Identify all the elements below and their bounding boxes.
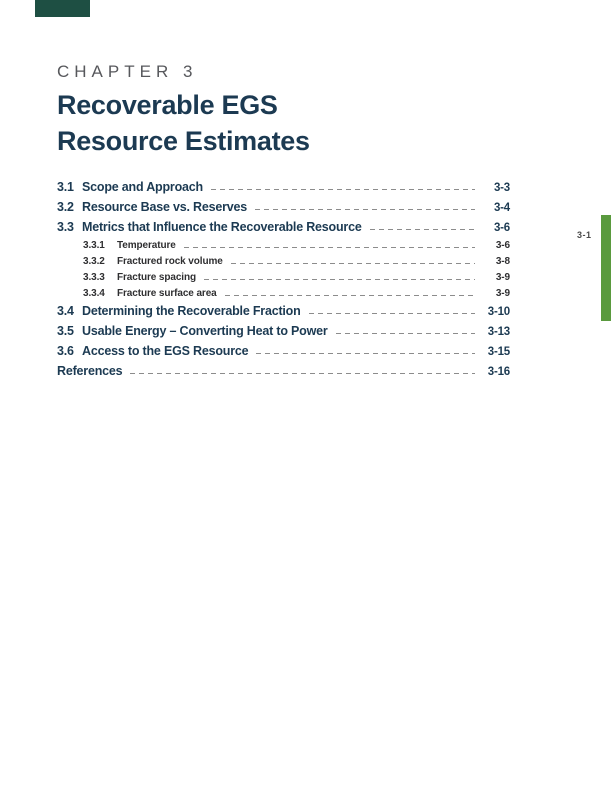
toc-entry-number: 3.5 — [57, 324, 74, 338]
toc-leader-dashes — [336, 333, 475, 334]
toc-entry[interactable] — [57, 218, 510, 238]
toc-entry-number: 3.3.1 — [83, 240, 105, 251]
toc-leader-dashes — [255, 209, 475, 210]
toc-entry-number: 3.1 — [57, 180, 74, 194]
toc-entry-page: 3-15 — [487, 346, 510, 358]
page-content — [57, 0, 510, 382]
toc-entry-page: 3-3 — [493, 182, 510, 194]
toc-entry-number: 3.2 — [57, 200, 74, 214]
toc-entry-label: Scope and Approach — [82, 180, 203, 194]
chapter-edge-tab — [601, 215, 611, 321]
toc-leader-dashes — [184, 247, 475, 248]
toc-entry-page: 3-10 — [487, 306, 510, 318]
toc-entry-label: Resource Base vs. Reserves — [82, 200, 248, 214]
toc-entry-label: Fracture spacing — [117, 272, 196, 283]
toc-entry-number: 3.3.3 — [83, 272, 105, 283]
toc-entry-number: 3.3 — [57, 220, 74, 234]
page-number-side-label: 3-1 — [577, 230, 592, 240]
toc-entry[interactable] — [57, 342, 510, 362]
toc-entry-label: Usable Energy – Converting Heat to Power — [82, 324, 328, 338]
toc-entry-number: 3.3.4 — [83, 288, 105, 299]
toc-entry-label: Temperature — [117, 240, 176, 251]
toc-entry[interactable] — [57, 270, 510, 286]
toc-entry[interactable] — [57, 362, 510, 382]
toc-entry-label: Metrics that Influence the Recoverable Resource — [82, 220, 362, 234]
chapter-title — [57, 87, 510, 159]
toc-entry[interactable] — [57, 198, 510, 218]
toc-entry-page: 3-6 — [493, 222, 510, 234]
toc-entry-number: 3.4 — [57, 304, 74, 318]
toc-leader-dashes — [225, 295, 475, 296]
toc-entry-page: 3-4 — [493, 202, 510, 214]
toc-leader-dashes — [309, 313, 475, 314]
toc-entry[interactable] — [57, 178, 510, 198]
toc-leader-dashes — [211, 189, 475, 190]
toc-entry[interactable] — [57, 238, 510, 254]
toc-list — [57, 178, 510, 382]
toc-leader-dashes — [370, 229, 475, 230]
toc-entry-page: 3-8 — [495, 256, 510, 267]
chapter-kicker: CHAPTER 3 — [57, 62, 198, 81]
toc-entry-label: Determining the Recoverable Fraction — [82, 304, 301, 318]
toc-entry[interactable] — [57, 254, 510, 270]
toc-entry-label: References — [57, 364, 123, 378]
toc-entry-page: 3-16 — [487, 366, 510, 378]
toc-entry-number: 3.6 — [57, 344, 74, 358]
toc-leader-dashes — [256, 353, 475, 354]
toc-entry-label: Fracture surface area — [117, 288, 217, 299]
toc-leader-dashes — [204, 279, 475, 280]
toc-entry-page: 3-13 — [487, 326, 510, 338]
toc-leader-dashes — [130, 373, 475, 374]
toc-entry[interactable] — [57, 322, 510, 342]
toc-entry-page: 3-9 — [495, 272, 510, 283]
toc-entry-page: 3-9 — [495, 288, 510, 299]
chapter-title-line1: Recoverable EGS — [57, 90, 278, 120]
toc-entry-label: Access to the EGS Resource — [82, 344, 249, 358]
toc-entry-page: 3-6 — [495, 240, 510, 251]
toc-entry-number: 3.3.2 — [83, 256, 105, 267]
toc-leader-dashes — [231, 263, 475, 264]
toc-entry[interactable] — [57, 302, 510, 322]
chapter-title-line2: Resource Estimates — [57, 126, 310, 156]
toc-entry[interactable] — [57, 286, 510, 302]
toc-entry-label: Fractured rock volume — [117, 256, 223, 267]
